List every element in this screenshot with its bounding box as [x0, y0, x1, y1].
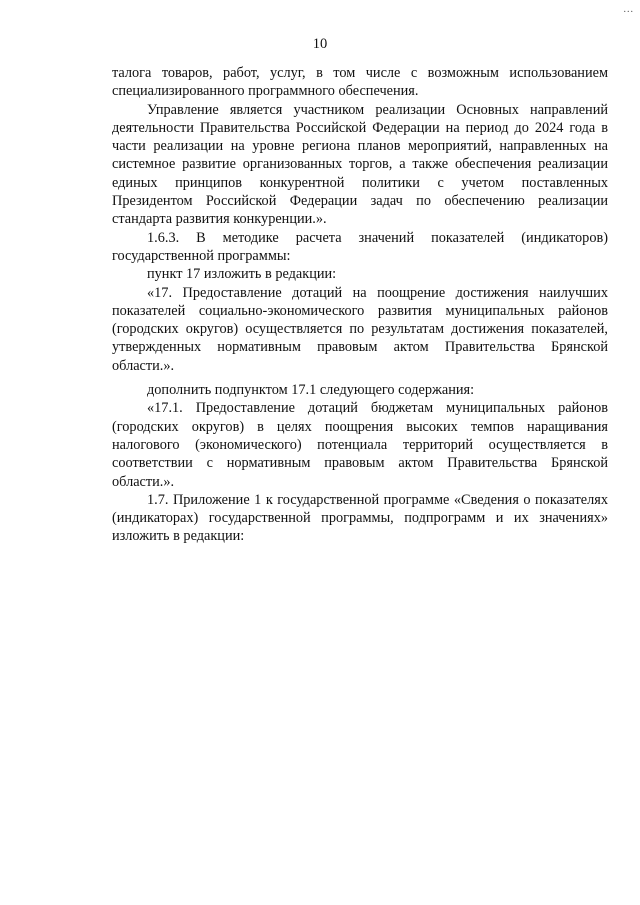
scan-corner-mark: ... — [623, 4, 634, 15]
page-number: 10 — [312, 36, 328, 52]
paragraph-item-17-text: «17. Предоставление дотаций на поощрение достижения наилучших показателей социально-экономического развития муниципальных районов (городских округов) осуществляется по результатам достижения показателей, утвержденных нормативным правовым актом Правительства Брянской области.». — [112, 284, 608, 374]
paragraph-catalog-continuation: талога товаров, работ, услуг, в том числе с возможным использованием специализированного программного обеспечения. — [112, 65, 608, 100]
paragraph-item-17-heading: пункт 17 изложить в редакции: — [147, 266, 337, 283]
paragraph-add-17-1: дополнить подпунктом 17.1 следующего содержания: — [147, 382, 475, 399]
document-body — [112, 64, 608, 546]
paragraph-directorate-participation: Управление является участником реализации Основных направлений деятельности Правительства Российской Федерации на период до 2024 года в части реализации на уровне региона планов мероприятий, направленных на системное развитие организованных торгов, а также обеспечения реализации единых принципов конкурентной политики с учетом поставленных Президентом Российской Федерации задач по обеспечению реализации стандарта развития конкуренции.». — [112, 101, 608, 228]
paragraph-1-6-3-methodology: 1.6.3. В методике расчета значений показателей (индикаторов) государственной программы: — [112, 229, 608, 264]
paragraph-item-17-1-text: «17.1. Предоставление дотаций бюджетам муниципальных районов (городских округов) в целях поощрения высоких темпов наращивания налогового (экономического) потенциала территорий осуществляется в соответствии с нормативным правовым актом Правительства Брянской области.». — [112, 400, 608, 490]
paragraph-1-7-appendix: 1.7. Приложение 1 к государственной программе «Сведения о показателях (индикаторах) государственной программы, подпрограмм и их значениях» изложить в редакции: — [112, 491, 608, 545]
